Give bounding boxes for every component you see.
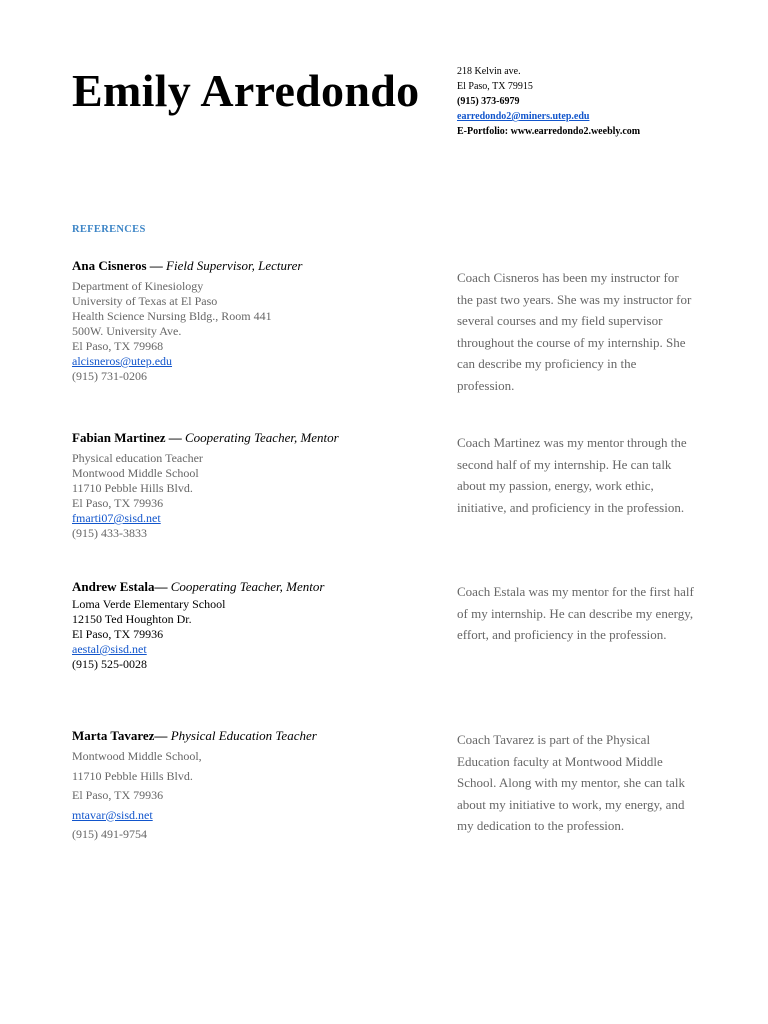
reference-details — [72, 451, 372, 541]
address-line-2: El Paso, TX 79915 — [457, 81, 533, 92]
phone-number: (915) 373-6979 — [457, 96, 520, 107]
reference-header — [72, 430, 372, 446]
reference-line: Health Science Nursing Bldg., Room 441 — [72, 309, 272, 323]
reference-phone: (915) 433-3833 — [72, 526, 147, 540]
reference-line: El Paso, TX 79936 — [72, 496, 164, 510]
reference-entry — [72, 728, 372, 845]
reference-name: Fabian Martinez — — [72, 430, 182, 445]
reference-email-link[interactable]: alcisneros@utep.edu — [72, 354, 173, 368]
reference-email-link[interactable]: aestal@sisd.net — [72, 642, 147, 656]
reference-line: El Paso, TX 79968 — [72, 339, 164, 353]
reference-entry — [72, 579, 372, 672]
reference-phone: (915) 525-0028 — [72, 657, 147, 671]
reference-email-link[interactable]: fmarti07@sisd.net — [72, 511, 161, 525]
reference-name: Ana Cisneros — — [72, 258, 163, 273]
reference-line: Department of Kinesiology — [72, 279, 204, 293]
reference-header — [72, 258, 372, 274]
reference-name: Marta Tavarez— — [72, 728, 168, 743]
reference-line: 11710 Pebble Hills Blvd. — [72, 481, 193, 495]
reference-header — [72, 728, 372, 744]
applicant-name: Emily Arredondo — [72, 65, 420, 116]
reference-entry — [72, 258, 372, 384]
reference-details — [72, 597, 372, 672]
reference-details — [72, 279, 372, 384]
reference-description: Coach Estala was my mentor for the first half of my internship. He can describe my energy, effort, and proficiency in the profession. — [457, 584, 694, 642]
reference-phone: (915) 731-0206 — [72, 369, 147, 383]
reference-role: Cooperating Teacher, Mentor — [185, 430, 339, 445]
references-heading: REFERENCES — [72, 224, 146, 235]
portfolio-line: E-Portfolio: www.earredondo2.weebly.com — [457, 126, 641, 137]
email-link[interactable]: earredondo2@miners.utep.edu — [457, 111, 590, 122]
reference-description: Coach Martinez was my mentor through the second half of my internship. He can talk about my passion, energy, work ethic, initiative, and proficiency in the profession. — [457, 435, 687, 515]
contact-block — [457, 64, 640, 139]
address-line-1: 218 Kelvin ave. — [457, 66, 521, 77]
reference-line: University of Texas at El Paso — [72, 294, 218, 308]
reference-line: 500W. University Ave. — [72, 324, 182, 338]
reference-line: Montwood Middle School — [72, 466, 199, 480]
reference-role: Physical Education Teacher — [170, 728, 317, 743]
reference-role: Cooperating Teacher, Mentor — [170, 579, 325, 594]
reference-description: Coach Tavarez is part of the Physical Education faculty at Montwood Middle School. Along with my mentor, she can talk about my initiative to work, my energy, and my dedication to the profession. — [457, 732, 686, 833]
reference-description: Coach Cisneros has been my instructor for the past two years. She was my instructor for several courses and my field supervisor throughout the course of my internship. She can describe my proficiency in the profession. — [457, 270, 692, 393]
reference-line: Loma Verde Elementary School — [72, 597, 226, 611]
reference-role: Field Supervisor, Lecturer — [166, 258, 303, 273]
reference-line: 11710 Pebble Hills Blvd. — [72, 768, 193, 783]
reference-header — [72, 579, 372, 595]
reference-line: El Paso, TX 79936 — [72, 627, 164, 641]
reference-line: Physical education Teacher — [72, 451, 203, 465]
reference-line: El Paso, TX 79936 — [72, 788, 164, 802]
reference-line: Montwood Middle School, — [72, 749, 202, 763]
reference-email-link[interactable]: mtavar@sisd.net — [72, 807, 153, 822]
reference-details — [72, 747, 372, 845]
reference-phone: (915) 491-9754 — [72, 827, 147, 841]
reference-name: Andrew Estala— — [72, 579, 168, 594]
reference-line: 12150 Ted Houghton Dr. — [72, 612, 192, 626]
reference-entry — [72, 430, 372, 541]
